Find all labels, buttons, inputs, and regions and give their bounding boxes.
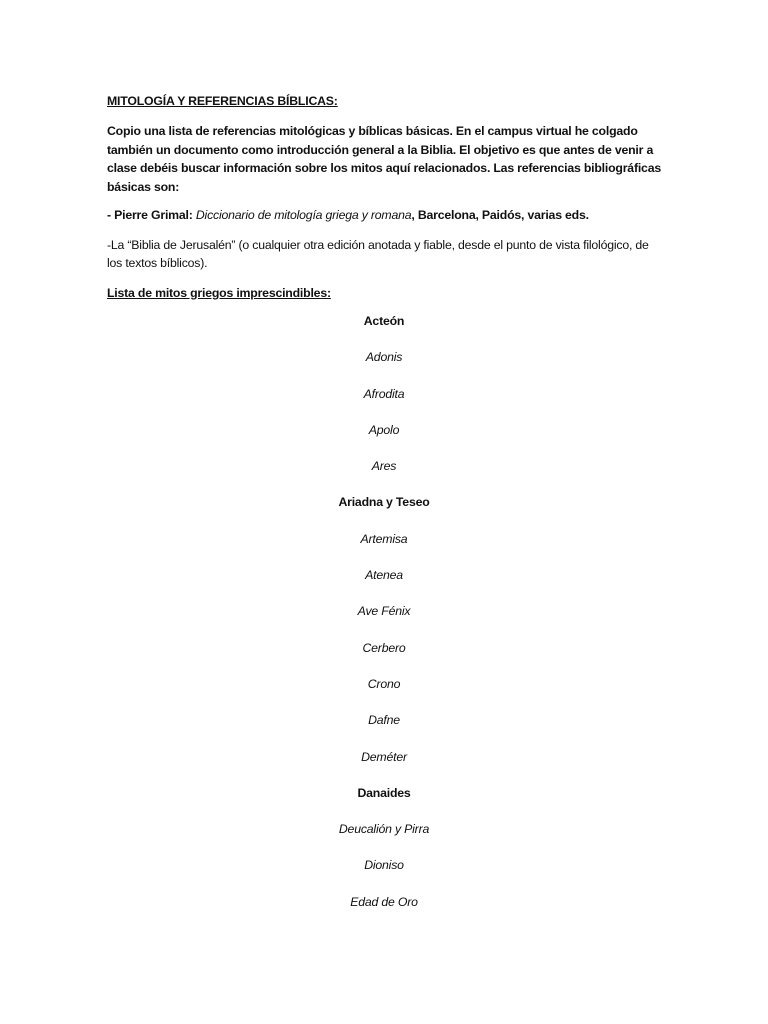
- myth-item: Deucalión y Pirra: [338, 822, 430, 837]
- myth-list: [0, 310, 768, 927]
- reference-grimal-author: - Pierre Grimal:: [107, 208, 196, 222]
- myth-list-heading: Lista de mitos griegos imprescindibles:: [107, 285, 331, 300]
- reference-grimal-title: Diccionario de mitología griega y romana: [195, 208, 412, 222]
- myth-item: Dioniso: [364, 858, 404, 873]
- myth-item: Ave Fénix: [357, 604, 411, 619]
- document-heading: MITOLOGÍA Y REFERENCIAS BÍBLICAS:: [107, 94, 338, 108]
- myth-item: Acteón: [363, 314, 405, 328]
- myth-item: Artemisa: [360, 531, 408, 546]
- myth-item: Afrodita: [363, 386, 405, 401]
- myth-item: Edad de Oro: [350, 894, 418, 909]
- reference-grimal: [107, 206, 661, 225]
- myth-item: Atenea: [365, 568, 403, 583]
- intro-paragraph: Copio una lista de referencias mitológicas y bíblicas básicas. En el campus virtual he colgado también un documento como introducción general a la Biblia. El objetivo es que antes de venir a clase debéis buscar información sobre los mitos aquí relacionados. Las referencias bibliográficas básicas son:: [107, 124, 661, 194]
- myth-item: Ares: [371, 459, 397, 474]
- myth-item: Ariadna y Teseo: [338, 495, 430, 510]
- myth-item: Adonis: [365, 350, 403, 365]
- myth-item: Apolo: [368, 422, 400, 437]
- myth-item: Crono: [367, 676, 401, 691]
- myth-item: Danaides: [357, 785, 411, 800]
- myth-item: Cerbero: [362, 640, 406, 655]
- myth-item: Deméter: [361, 749, 407, 764]
- reference-biblia: -La “Biblia de Jerusalén” (o cualquier otra edición anotada y fiable, desde el punto de vista filológico, de los textos bíblicos).: [107, 237, 649, 270]
- reference-grimal-publisher: , Barcelona, Paidós, varias eds.: [411, 208, 589, 222]
- myth-item: Dafne: [368, 713, 400, 728]
